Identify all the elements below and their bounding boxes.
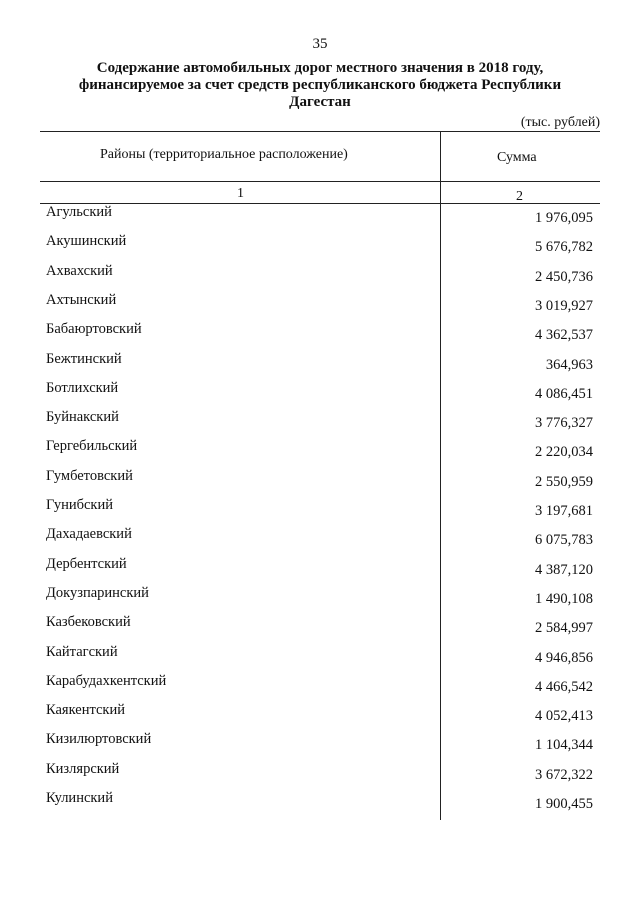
district-name: Гумбетовский — [46, 467, 133, 484]
district-sum: 1 490,108 — [535, 590, 593, 607]
table-row — [0, 786, 640, 815]
table-row — [0, 757, 640, 786]
table-row — [0, 317, 640, 346]
district-name: Гунибский — [46, 497, 113, 513]
district-name: Бабаюртовский — [46, 321, 142, 338]
district-name: Докузпаринский — [46, 584, 149, 601]
header-district: Районы (территориальное расположение) — [100, 147, 348, 162]
table-row — [0, 698, 640, 727]
table-row — [0, 581, 640, 610]
district-sum: 3 672,322 — [535, 766, 593, 783]
table-row — [0, 405, 640, 434]
district-sum: 1 976,095 — [535, 210, 593, 226]
district-sum: 6 075,783 — [535, 532, 593, 549]
table-row — [0, 464, 640, 493]
table-header-rule — [40, 181, 600, 182]
district-name: Казбековский — [46, 614, 131, 631]
document-title: Содержание автомобильных дорог местного значения в 2018 году, финансируемое за счет средств республиканского бюджета Республики Дагестан — [78, 60, 562, 110]
table-row — [0, 669, 640, 698]
district-name: Дербентский — [46, 555, 127, 572]
table-row — [0, 493, 640, 522]
table-row — [0, 347, 640, 376]
district-sum: 3 197,681 — [535, 503, 593, 519]
units-label: (тыс. рублей) — [520, 115, 600, 130]
page-number: 35 — [312, 36, 328, 52]
table-row — [0, 727, 640, 756]
district-sum: 3 019,927 — [535, 297, 593, 314]
table-row — [0, 610, 640, 639]
district-name: Буйнакский — [46, 409, 119, 426]
district-name: Кайтагский — [46, 643, 118, 660]
district-sum: 4 946,856 — [535, 649, 593, 666]
table-row — [0, 376, 640, 405]
district-name: Дахадаевский — [46, 526, 132, 543]
district-name: Кизлярский — [46, 760, 120, 777]
district-sum: 3 776,327 — [535, 415, 593, 432]
table-top-rule — [40, 131, 600, 132]
district-name: Акушинский — [46, 233, 127, 250]
district-sum: 4 052,413 — [535, 708, 593, 725]
district-name: Кулинский — [46, 790, 113, 806]
district-name: Бежтинский — [46, 350, 122, 367]
district-sum: 1 104,344 — [535, 737, 593, 754]
table-row — [0, 552, 640, 581]
district-sum: 4 387,120 — [535, 561, 593, 578]
district-name: Агульский — [46, 204, 112, 220]
column-number-2: 2 — [516, 189, 523, 204]
district-name: Гергебильский — [46, 438, 138, 455]
district-name: Ботлихский — [46, 379, 119, 396]
district-sum: 2 584,997 — [535, 620, 593, 637]
district-sum: 5 676,782 — [535, 239, 593, 256]
district-name: Карабудахкентский — [46, 672, 167, 689]
district-name: Каякентский — [46, 702, 125, 719]
table-row — [0, 434, 640, 463]
district-sum: 2 450,736 — [535, 268, 593, 285]
district-sum: 4 466,542 — [535, 678, 593, 695]
district-name: Ахвахский — [46, 262, 113, 279]
table-row — [0, 522, 640, 551]
district-name: Ахтынский — [46, 291, 117, 308]
district-sum: 4 362,537 — [535, 327, 593, 344]
district-name: Кизилюртовский — [46, 731, 152, 748]
district-sum: 2 550,959 — [535, 473, 593, 490]
header-sum: Сумма — [497, 150, 537, 165]
district-sum: 1 900,455 — [535, 796, 593, 812]
district-sum: 2 220,034 — [535, 444, 593, 461]
district-sum: 4 086,451 — [535, 385, 593, 402]
table-row — [0, 259, 640, 288]
table-row — [0, 640, 640, 669]
table-row — [0, 288, 640, 317]
district-sum: 364,963 — [545, 356, 593, 373]
table-row — [0, 200, 640, 229]
column-number-1: 1 — [237, 186, 244, 201]
table-row — [0, 229, 640, 258]
